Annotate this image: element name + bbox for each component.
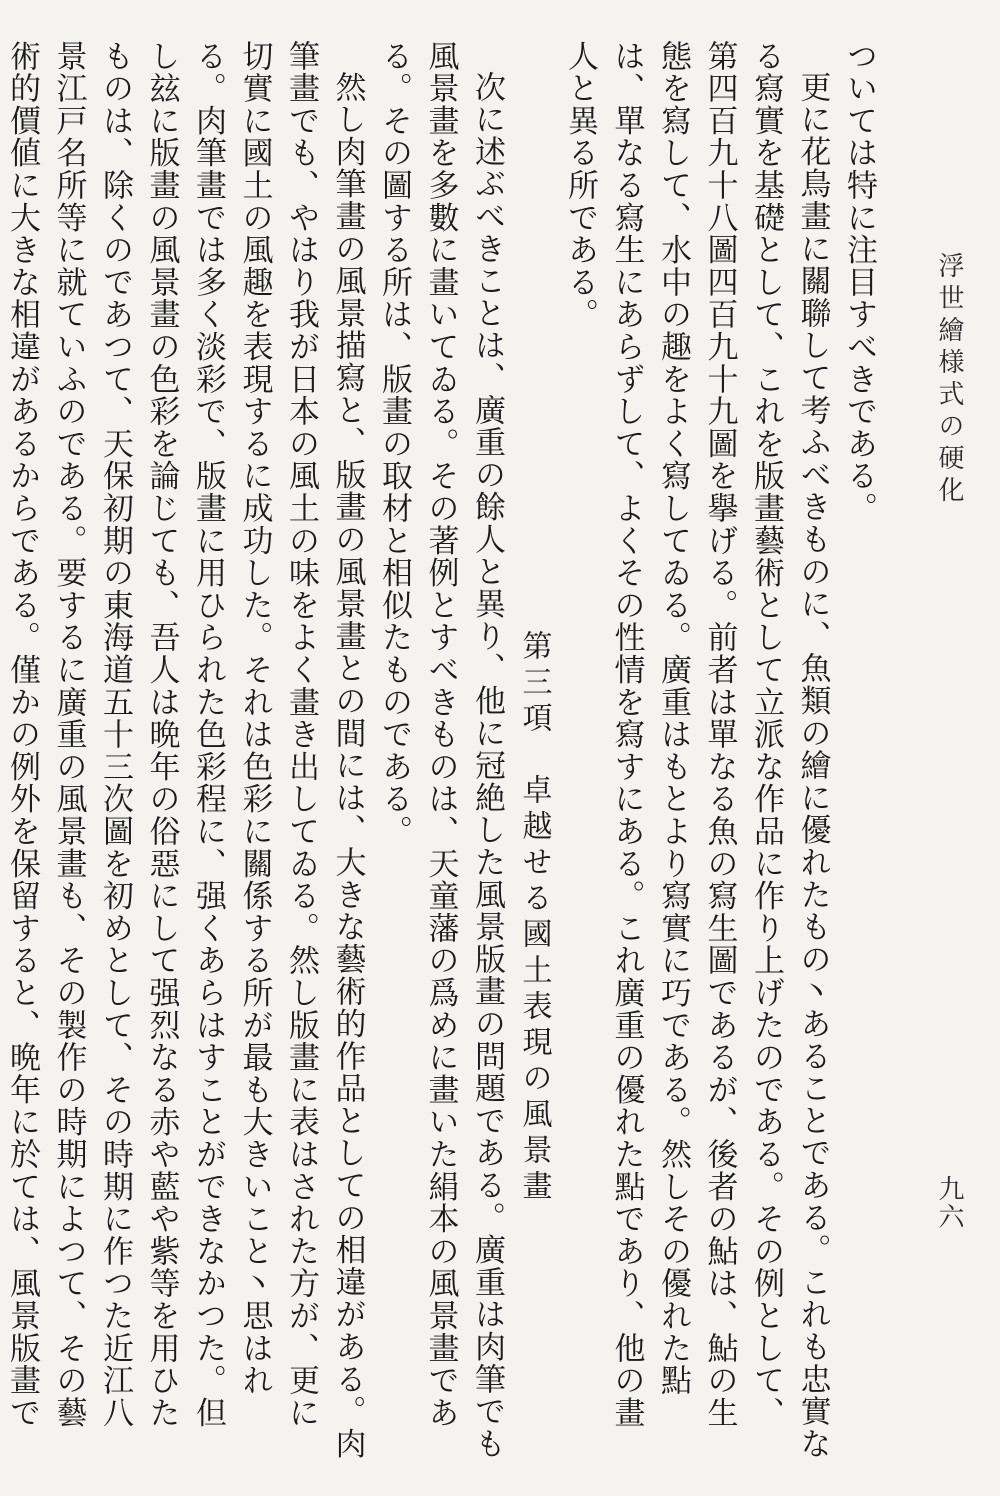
paragraph-2: 更に花鳥畫に關聯して考ふべきものに、魚類の繪に優れたもの丶あることである。これも忠實なる寫實を基礎として、これを版畫藝術として立派な作品に作り上げたのである。その例として、第四百九十八圖四百九十九圖を擧げる。前者は單なる魚の寫生圖であるが、後者の鮎は、鮎の生態を寫して、水中の趣をよく寫してゐる。廣重はもとより寫實に巧である。然しその優れた點は、單なる寫生にあらずして、よくその性情を寫すにある。これ廣重の優れた點であり、他の畫人と異る所である。 [562,40,831,1460]
paragraph-4: 然し肉筆畫の風景描寫と、版畫の風景畫との間には、大きな藝術的作品としての相違がある。肉筆畫でも、やはり我が日本の風土の味をよく畫き出してゐる。然し版畫に表はされた方が、更に切實に國土の風趣を表現するに成功した。それは色彩に關係する所が最も大きいこと丶思はれる。肉筆畫では多く淡彩で、版畫に用ひられた色彩程に、强くあらはすことができなかつた。但し玆に版畫の風景畫の色彩を論じても、吾人は晩年の俗惡にして强烈なる赤や藍や紫等を用ひたものは、除くのであつて、天保初期の東海道五十三次圖を初めとして、その時期に作つた近江八景江戸名所等に就ていふのである。要するに廣重の風景畫も、その製作の時期によつて、その藝術的價値に大きな相違があるからである。僅かの例外を保留すると、晩年に於ては、風景版畫で [4,40,366,1460]
section-heading: 第三項 卓越せる國土表現の風景畫 [516,630,552,1206]
paragraph-1: ついては特に注目すべきである。 [841,40,877,525]
page-number: 九六 [934,1175,964,1231]
paragraph-3: 次に述ぶべきことは、廣重の餘人と異り、他に冠絶した風景版畫の問題である。廣重は肉筆でも風景畫を多數に畫いてゐる。その著例とすべきものは、天童藩の爲めに畫いた絹本の風景畫である。その圖する所は、版畫の取材と相似たものである。 [376,40,505,1460]
running-title: 浮世繪様式の硬化 [934,252,964,508]
body-text [4,40,882,1460]
